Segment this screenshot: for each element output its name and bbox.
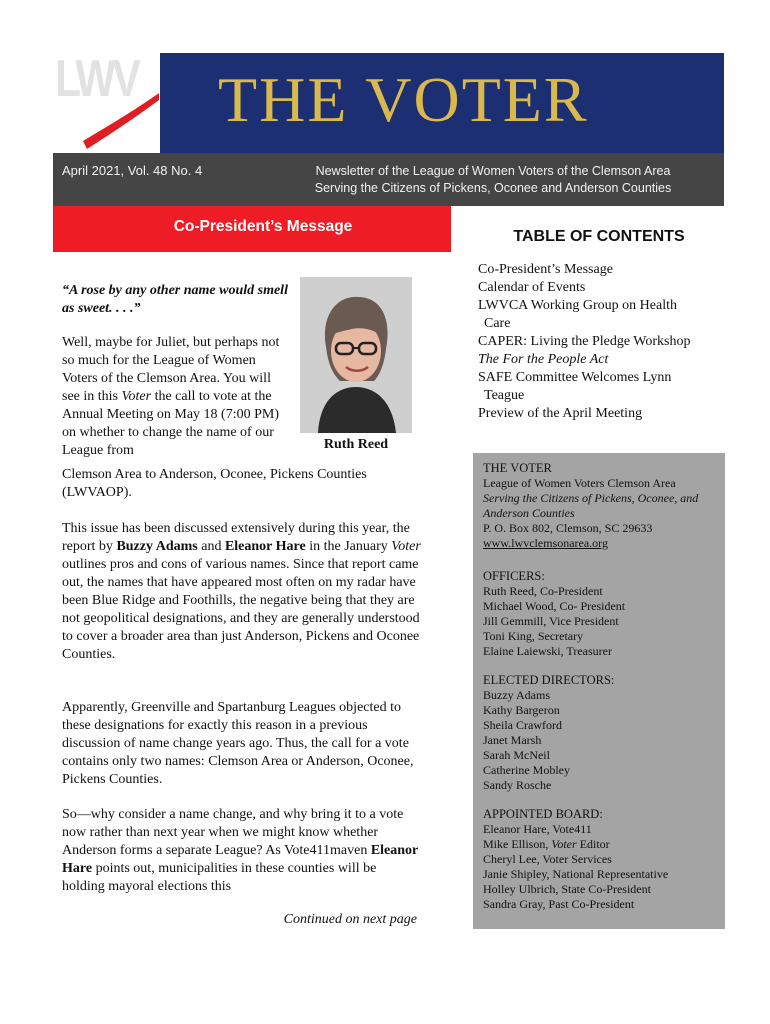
intro-paragraph [62,334,290,460]
toc-item[interactable]: Co-President’s Message [478,262,613,277]
appointed-section [483,807,723,912]
appointed-entry: Cheryl Lee, Voter Services [483,852,612,866]
appointed-entry: Sandra Gray, Past Co-President [483,897,635,911]
appointed-editor-voter: Voter [551,837,577,851]
p2-text-e: in the January [305,539,392,554]
appointed-editor-role: Editor [576,837,610,851]
director-entry: Sarah McNeil [483,748,550,762]
p2-name-eleanor: Eleanor Hare [224,539,306,554]
p2-text-a: This issue has been discussed extensively during this year, the report by [62,521,410,554]
masthead-banner [160,53,724,153]
intro-text-a: Well, maybe for Juliet, but perhaps not so much for the League of Women Voters of the Clemson Area. You will see in this [62,335,280,404]
tagline-line-2: Serving the Citizens of Pickens, Oconee and Anderson Counties [314,181,672,195]
opening-quote: “A rose by any other name would smell as sweet. . . .” [62,283,288,316]
toc-item[interactable]: The For the People Act [478,352,609,367]
appointed-entry: Holley Ulbrich, State Co-President [483,882,651,896]
officers-heading: OFFICERS: [483,569,545,583]
toc-title: TABLE OF CONTENTS [513,228,685,245]
publication-info [483,461,723,551]
director-entry: Janet Marsh [483,733,542,747]
toc-item[interactable]: Calendar of Events [478,280,586,295]
directors-section [483,673,723,793]
director-entry: Buzzy Adams [483,688,550,702]
toc-item-continuation[interactable]: Teague [484,388,525,403]
toc-item[interactable]: LWVCA Working Group on Health [478,298,677,313]
p4-text-a: So—why consider a name change, and why bring it to a vote now rather than next year when we might know whether Anderson forms a separate League? As Vote411maven [62,807,404,858]
paragraph-3: Apparently, Greenville and Spartanburg Leagues objected to these designations for exactly this reason in a previous discussion of name change years ago. Thus, the call for a vote contains only two names: Clemson Area or Anderson, Oconee, Pickens Counties. [62,700,414,787]
officer-entry: Elaine Laiewski, Treasurer [483,644,612,658]
website-link[interactable]: www.lwvclemsonarea.org [483,536,608,550]
officer-entry: Toni King, Secretary [483,629,584,643]
officer-entry: Michael Wood, Co- President [483,599,626,613]
paragraph-4 [62,806,422,896]
director-entry: Sandy Rosche [483,778,552,792]
portrait-image [300,277,412,433]
toc-item-continuation[interactable]: Care [484,316,511,331]
intro-text-c: the call to vote at the Annual Meeting on May 18 (7:00 PM) on whether to change the name of our League from [62,389,279,458]
appointed-editor-name: Mike Ellison, [483,837,552,851]
issue-bar [53,153,724,206]
officer-entry: Jill Gemmill, Vice President [483,614,619,628]
serving-line-1: Serving the Citizens of Pickens, Oconee, and [483,491,699,505]
organization-name: League of Women Voters Clemson Area [483,476,676,490]
director-entry: Sheila Crawford [483,718,562,732]
toc-item[interactable]: SAFE Committee Welcomes Lynn [478,370,672,385]
appointed-heading: APPOINTED BOARD: [483,807,603,821]
director-entry: Kathy Bargeron [483,703,560,717]
mailing-address: P. O. Box 802, Clemson, SC 29633 [483,521,653,535]
newsletter-title: THE VOTER [218,64,589,135]
intro-voter-italic: Voter [121,389,152,404]
issue-info: April 2021, Vol. 48 No. 4 [62,163,203,178]
p2-name-buzzy: Buzzy Adams [116,539,198,554]
photo-caption: Ruth Reed [323,437,389,452]
toc-list [478,261,723,423]
continued-note: Continued on next page [283,912,417,927]
p2-voter-italic: Voter [391,539,421,554]
paragraph-1: Clemson Area to Anderson, Oconee, Pickens Counties (LWVAOP). [62,467,367,500]
appointed-entry [483,837,723,852]
appointed-entry: Janie Shipley, National Representative [483,867,669,881]
director-entry: Catherine Mobley [483,763,570,777]
directors-heading: ELECTED DIRECTORS: [483,673,615,687]
publication-name: THE VOTER [483,461,552,475]
p2-text-c: and [197,539,225,554]
serving-line-2: Anderson Counties [483,506,575,520]
section-banner [53,206,451,252]
author-photo [300,277,412,433]
paragraph-2 [62,520,422,664]
tagline-line-1: Newsletter of the League of Women Voters of the Clemson Area [315,164,671,178]
lwv-logo [53,53,160,153]
p4-name-eleanor: Eleanor Hare [62,843,419,876]
logo-text: LWV [55,53,138,108]
section-heading: Co-President’s Message [173,218,353,235]
appointed-entry: Eleanor Hare, Vote411 [483,822,592,836]
p2-text-g: outlines pros and cons of various names. Since that report came out, the names that have appeared most often on my radar have been Blue Ridge and Foothills, the negative being that they are not geopolitical designations, and they are generally understood to cover a broader area than just Anderson, Pickens and Oconee Counties. [62,557,420,662]
p4-text-c: points out, municipalities in these counties will be holding mayoral elections this [62,861,377,894]
officers-section [483,569,723,659]
masthead-info-box [473,453,725,929]
logo-swoosh-icon [53,53,160,153]
tagline [268,163,718,197]
toc-item[interactable]: CAPER: Living the Pledge Workshop [478,334,691,349]
toc-item[interactable]: Preview of the April Meeting [478,406,643,421]
officer-entry: Ruth Reed, Co-President [483,584,603,598]
